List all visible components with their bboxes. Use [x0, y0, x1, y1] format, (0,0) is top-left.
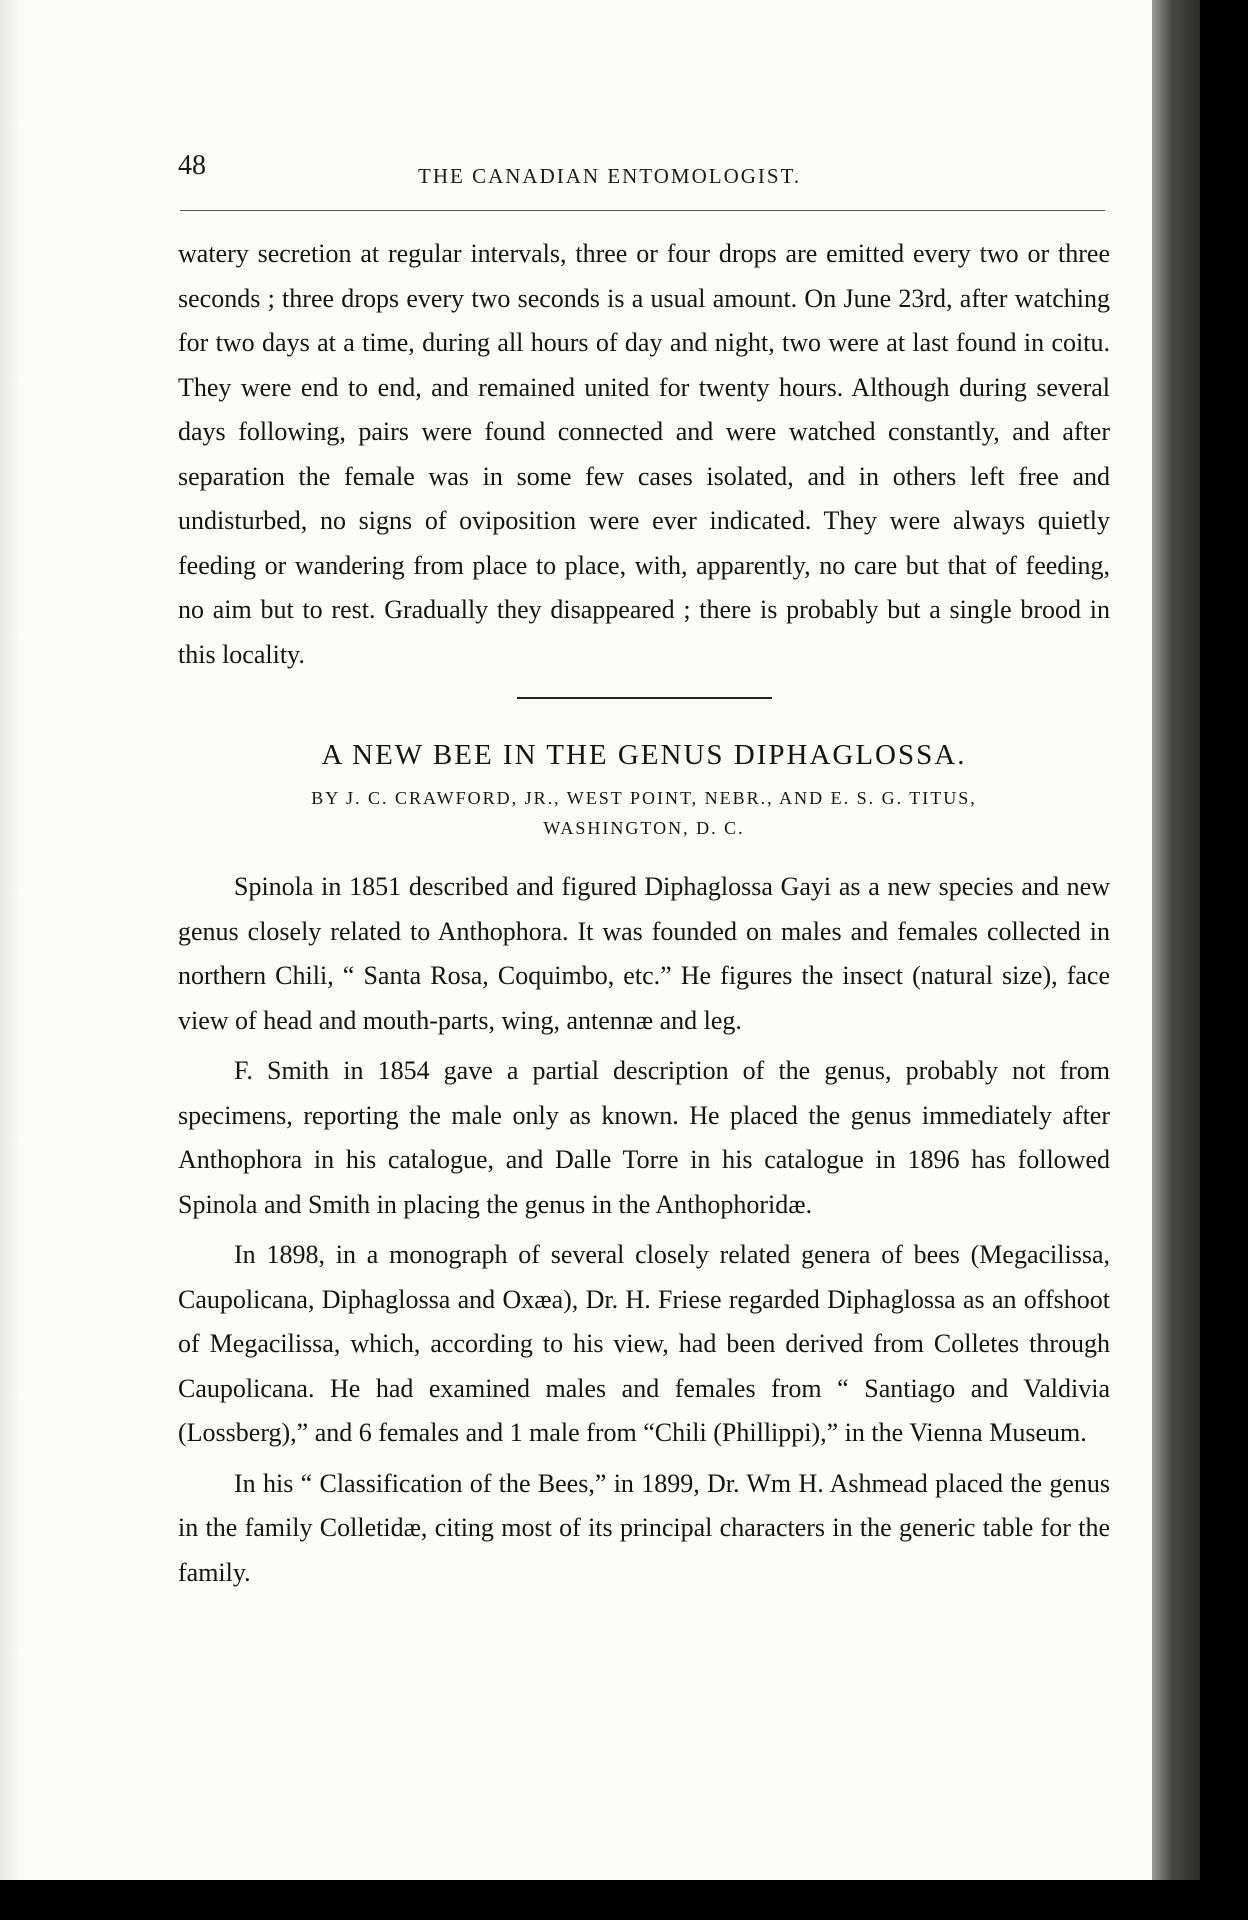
- article-paragraph-3: In 1898, in a monograph of several closely related genera of bees (Megacilissa, Caupolicana, Diphaglossa and Oxæa), Dr. H. Friese regarded Diphaglossa as an offshoot of Megacilissa, which, according to his view, had been derived from Colletes through Caupolicana. He had examined males and females from “ Santiago and Valdivia (Lossberg),” and 6 females and 1 male from “Chili (Phillippi),” in the Vienna Museum.: [178, 1240, 1110, 1447]
- header-rule: [180, 210, 1105, 211]
- page-body: [178, 232, 1110, 1595]
- binding-shadow: [1152, 0, 1200, 1880]
- article-title: A NEW BEE IN THE GENUS DIPHAGLOSSA.: [321, 739, 967, 771]
- scan-border-bottom: [0, 1880, 1248, 1920]
- article-paragraph-4: In his “ Classification of the Bees,” in 1899, Dr. Wm H. Ashmead placed the genus in the family Colletidæ, citing most of its principal characters in the generic table for the family.: [178, 1468, 1110, 1587]
- continued-paragraph: watery secretion at regular intervals, three or four drops are emitted every two or three seconds ; three drops every two seconds is a usual amount. On June 23rd, after watching for two days at a time, during all hours of day and night, two were at last found in coitu. They were end to end, and remained united for twenty hours. Although during several days following, pairs were found connected and were watched constantly, and after separation the female was in some few cases isolated, and in others left free and undisturbed, no signs of oviposition were ever indicated. They were always quietly feeding or wandering from place to place, with, apparently, no care but that of feeding, no aim but to rest. Gradually they disappeared ; there is probably but a single brood in this locality.: [178, 239, 1110, 669]
- page-header: [178, 150, 1108, 200]
- running-head: THE CANADIAN ENTOMOLOGIST.: [418, 164, 802, 188]
- article-paragraph-1: Spinola in 1851 described and figured Diphaglossa Gayi as a new species and new genus closely related to Anthophora. It was founded on males and females collected in northern Chili, “ Santa Rosa, Coquimbo, etc.” He figures the insect (natural size), face view of head and mouth-parts, wing, antennæ and leg.: [178, 872, 1110, 1035]
- byline-line-1: BY J. C. CRAWFORD, JR., WEST POINT, NEBR., AND E. S. G. TITUS,: [311, 788, 977, 808]
- section-divider: [517, 697, 772, 699]
- article-byline: [178, 783, 1110, 843]
- article-paragraph-2: F. Smith in 1854 gave a partial description of the genus, probably not from specimens, reporting the male only as known. He placed the genus immediately after Anthophora in his catalogue, and Dalle Torre in his catalogue in 1896 has followed Spinola and Smith in placing the genus in the Anthophoridæ.: [178, 1056, 1110, 1219]
- page-left-edge: [0, 0, 22, 1880]
- byline-line-2: WASHINGTON, D. C.: [543, 818, 745, 838]
- page-number: 48: [178, 150, 206, 181]
